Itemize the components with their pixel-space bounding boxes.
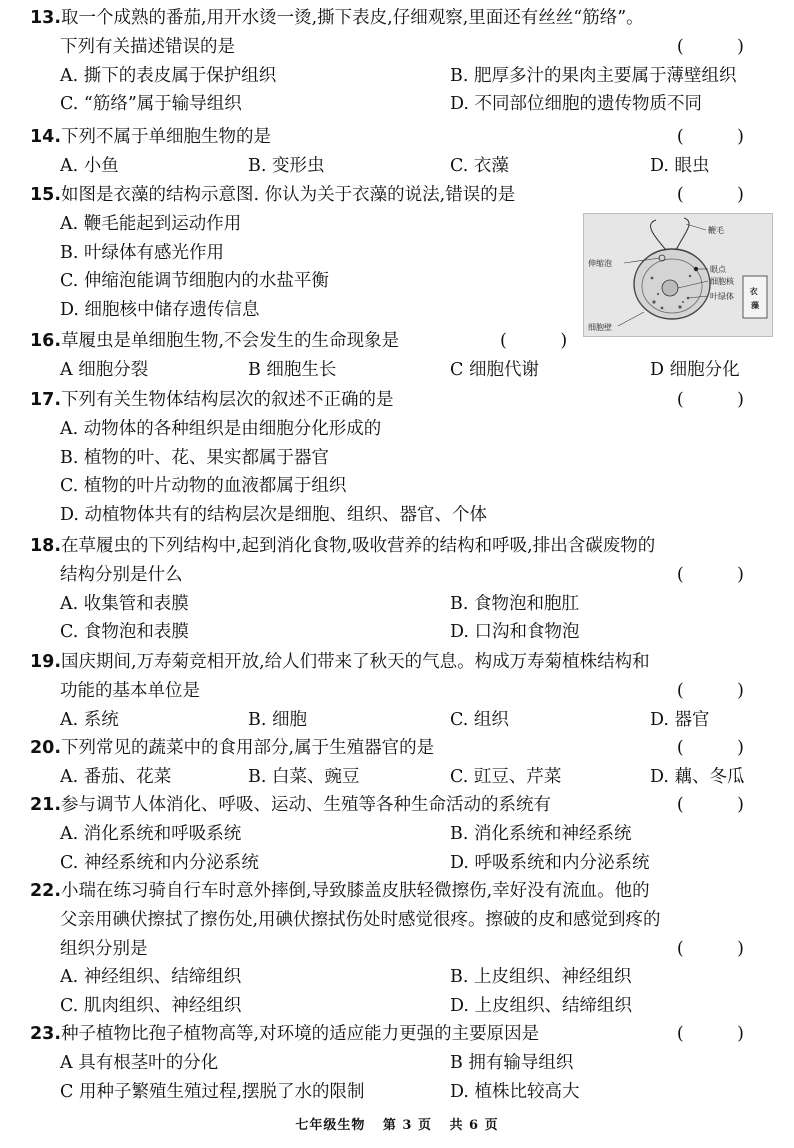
question-stem: 草履虫是单细胞生物,不会发生的生命现象是 (61, 331, 400, 351)
answer-blank[interactable]: ( ) (676, 564, 762, 585)
question-19 (30, 648, 770, 734)
question-13 (30, 4, 770, 119)
answer-blank[interactable]: ( ) (676, 680, 762, 701)
option-b: B. 消化系统和神经系统 (450, 823, 632, 844)
option-d: D. 不同部位细胞的遗传物质不同 (450, 94, 703, 115)
question-number: 17. (30, 390, 62, 410)
question-number: 18. (30, 536, 62, 556)
nucleus-shape (662, 280, 678, 296)
label-flagellum: 鞭毛 (708, 226, 724, 235)
question-number: 20. (30, 738, 62, 758)
option-b: B. 细胞 (248, 709, 307, 730)
option-b: B. 白菜、豌豆 (248, 766, 360, 787)
question-stem-cont: 结构分别是什么 (60, 564, 183, 585)
question-stem: 如图是衣藻的结构示意图. 你认为关于衣藻的说法,错误的是 (61, 185, 516, 205)
option-c: C. 食物泡和表膜 (60, 622, 189, 643)
question-17 (30, 386, 770, 530)
option-a: A. 系统 (60, 709, 119, 730)
footer-page-number: 第 3 页 (382, 1118, 432, 1133)
footer-subject: 七年级生物 (295, 1118, 366, 1133)
question-14 (30, 123, 770, 181)
option-c: C. 植物的叶片动物的血液都属于组织 (60, 476, 347, 497)
question-stem: 参与调节人体消化、呼吸、运动、生殖等各种生命活动的系统有 (61, 795, 552, 815)
question-stem: 下列有关生物体结构层次的叙述不正确的是 (61, 390, 394, 410)
question-21 (30, 791, 770, 877)
option-c: C. 神经系统和内分泌系统 (60, 852, 259, 873)
answer-blank[interactable]: ( ) (676, 36, 762, 57)
label-contractile-vacuole: 伸缩泡 (588, 259, 612, 268)
option-d: D. 器官 (650, 709, 710, 730)
question-stem: 小瑞在练习骑自行车时意外摔倒,导致膝盖皮肤轻微擦伤,幸好没有流血。他的 (61, 881, 650, 901)
option-a: A. 小鱼 (60, 155, 119, 176)
question-stem: 取一个成熟的番茄,用开水烫一烫,撕下表皮,仔细观察,里面还有丝丝“筋络”。 (61, 8, 644, 28)
option-a: A. 撕下的表皮属于保护组织 (60, 65, 277, 86)
option-d: D 细胞分化 (650, 359, 740, 380)
option-b: B 细胞生长 (248, 359, 337, 380)
question-stem-cont: 下列有关描述错误的是 (60, 36, 235, 57)
chlamydomonas-svg (584, 214, 772, 336)
option-a: A 具有根茎叶的分化 (60, 1052, 219, 1073)
option-d: D. 口沟和食物泡 (450, 622, 580, 643)
answer-blank[interactable]: ( ) (676, 390, 762, 410)
question-stem-cont: 组织分别是 (60, 938, 148, 959)
label-eyespot: 眼点 (710, 265, 726, 274)
option-d: D. 呼吸系统和内分泌系统 (450, 852, 650, 873)
option-b: B. 上皮组织、神经组织 (450, 967, 632, 988)
question-20 (30, 734, 770, 792)
option-b: B. 变形虫 (248, 155, 325, 176)
label-cell-wall: 细胞壁 (588, 323, 612, 332)
option-b: B 拥有输导组织 (450, 1052, 574, 1073)
option-d: D. 上皮组织、结缔组织 (450, 996, 633, 1017)
option-a: A. 收集管和表膜 (60, 593, 189, 614)
eyespot-shape (694, 267, 698, 271)
option-a: A. 动物体的各种组织是由细胞分化形成的 (60, 418, 382, 439)
question-number: 19. (30, 652, 62, 672)
question-number: 23. (30, 1024, 62, 1044)
option-c: C. 组织 (450, 709, 509, 730)
option-c: C 细胞代谢 (450, 359, 539, 380)
question-23 (30, 1020, 770, 1106)
option-c: C. “筋络”属于输导组织 (60, 94, 242, 115)
option-a: A 细胞分裂 (60, 359, 149, 380)
question-number: 14. (30, 127, 62, 147)
option-d: D. 植株比较高大 (450, 1081, 580, 1102)
option-c: C. 衣藻 (450, 155, 509, 176)
option-b: B. 食物泡和胞肛 (450, 593, 579, 614)
option-c: C 用种子繁殖生殖过程,摆脱了水的限制 (60, 1081, 365, 1102)
question-stem: 种子植物比孢子植物高等,对环境的适应能力更强的主要原因是 (61, 1024, 540, 1044)
option-b: B. 肥厚多汁的果肉主要属于薄壁组织 (450, 65, 737, 86)
answer-blank[interactable]: ( ) (676, 738, 762, 758)
answer-blank[interactable]: ( ) (500, 331, 586, 351)
option-c: C. 豇豆、芹菜 (450, 766, 562, 787)
question-stem: 国庆期间,万寿菊竞相开放,给人们带来了秋天的气息。构成万寿菊植株结构和 (61, 652, 650, 672)
label-nucleus: 细胞核 (710, 277, 734, 286)
answer-blank[interactable]: ( ) (676, 127, 762, 147)
option-a: A. 鞭毛能起到运动作用 (60, 213, 242, 234)
question-stem-cont: 功能的基本单位是 (60, 680, 200, 701)
option-d: D. 细胞核中储存遗传信息 (60, 300, 260, 321)
answer-blank[interactable]: ( ) (676, 795, 762, 815)
option-d: D. 动植物体共有的结构层次是细胞、组织、器官、个体 (60, 505, 488, 526)
page-footer (0, 1114, 794, 1133)
question-stem: 下列常见的蔬菜中的食用部分,属于生殖器官的是 (61, 738, 435, 758)
answer-blank[interactable]: ( ) (676, 185, 762, 205)
option-a: A. 神经组织、结缔组织 (60, 967, 242, 988)
label-chloroplast: 叶绿体 (710, 292, 734, 301)
option-b: B. 植物的叶、花、果实都属于器官 (60, 447, 329, 468)
chlamydomonas-diagram (583, 213, 773, 337)
question-stem: 下列不属于单细胞生物的是 (61, 127, 272, 147)
question-number: 22. (30, 881, 62, 901)
question-number: 15. (30, 185, 62, 205)
option-d: D. 眼虫 (650, 155, 710, 176)
question-22 (30, 877, 770, 1021)
question-number: 21. (30, 795, 62, 815)
question-stem: 在草履虫的下列结构中,起到消化食物,吸收营养的结构和呼吸,排出含碳废物的 (61, 536, 656, 556)
option-a: A. 消化系统和呼吸系统 (60, 823, 242, 844)
answer-blank[interactable]: ( ) (676, 938, 762, 959)
question-18 (30, 532, 770, 647)
option-c: C. 伸缩泡能调节细胞内的水盐平衡 (60, 271, 329, 292)
question-number: 13. (30, 8, 62, 28)
answer-blank[interactable]: ( ) (676, 1024, 762, 1044)
option-c: C. 肌肉组织、神经组织 (60, 996, 242, 1017)
question-16 (30, 327, 770, 385)
option-d: D. 藕、冬瓜 (650, 766, 745, 787)
question-stem-cont: 父亲用碘伏擦拭了擦伤处,用碘伏擦拭伤处时感觉很疼。擦破的皮和感觉到疼的 (60, 909, 661, 930)
figure-title: 衣 藻 (749, 287, 759, 310)
option-b: B. 叶绿体有感光作用 (60, 242, 224, 263)
footer-total-pages: 共 6 页 (449, 1118, 499, 1133)
option-a: A. 番茄、花菜 (60, 766, 172, 787)
question-number: 16. (30, 331, 62, 351)
